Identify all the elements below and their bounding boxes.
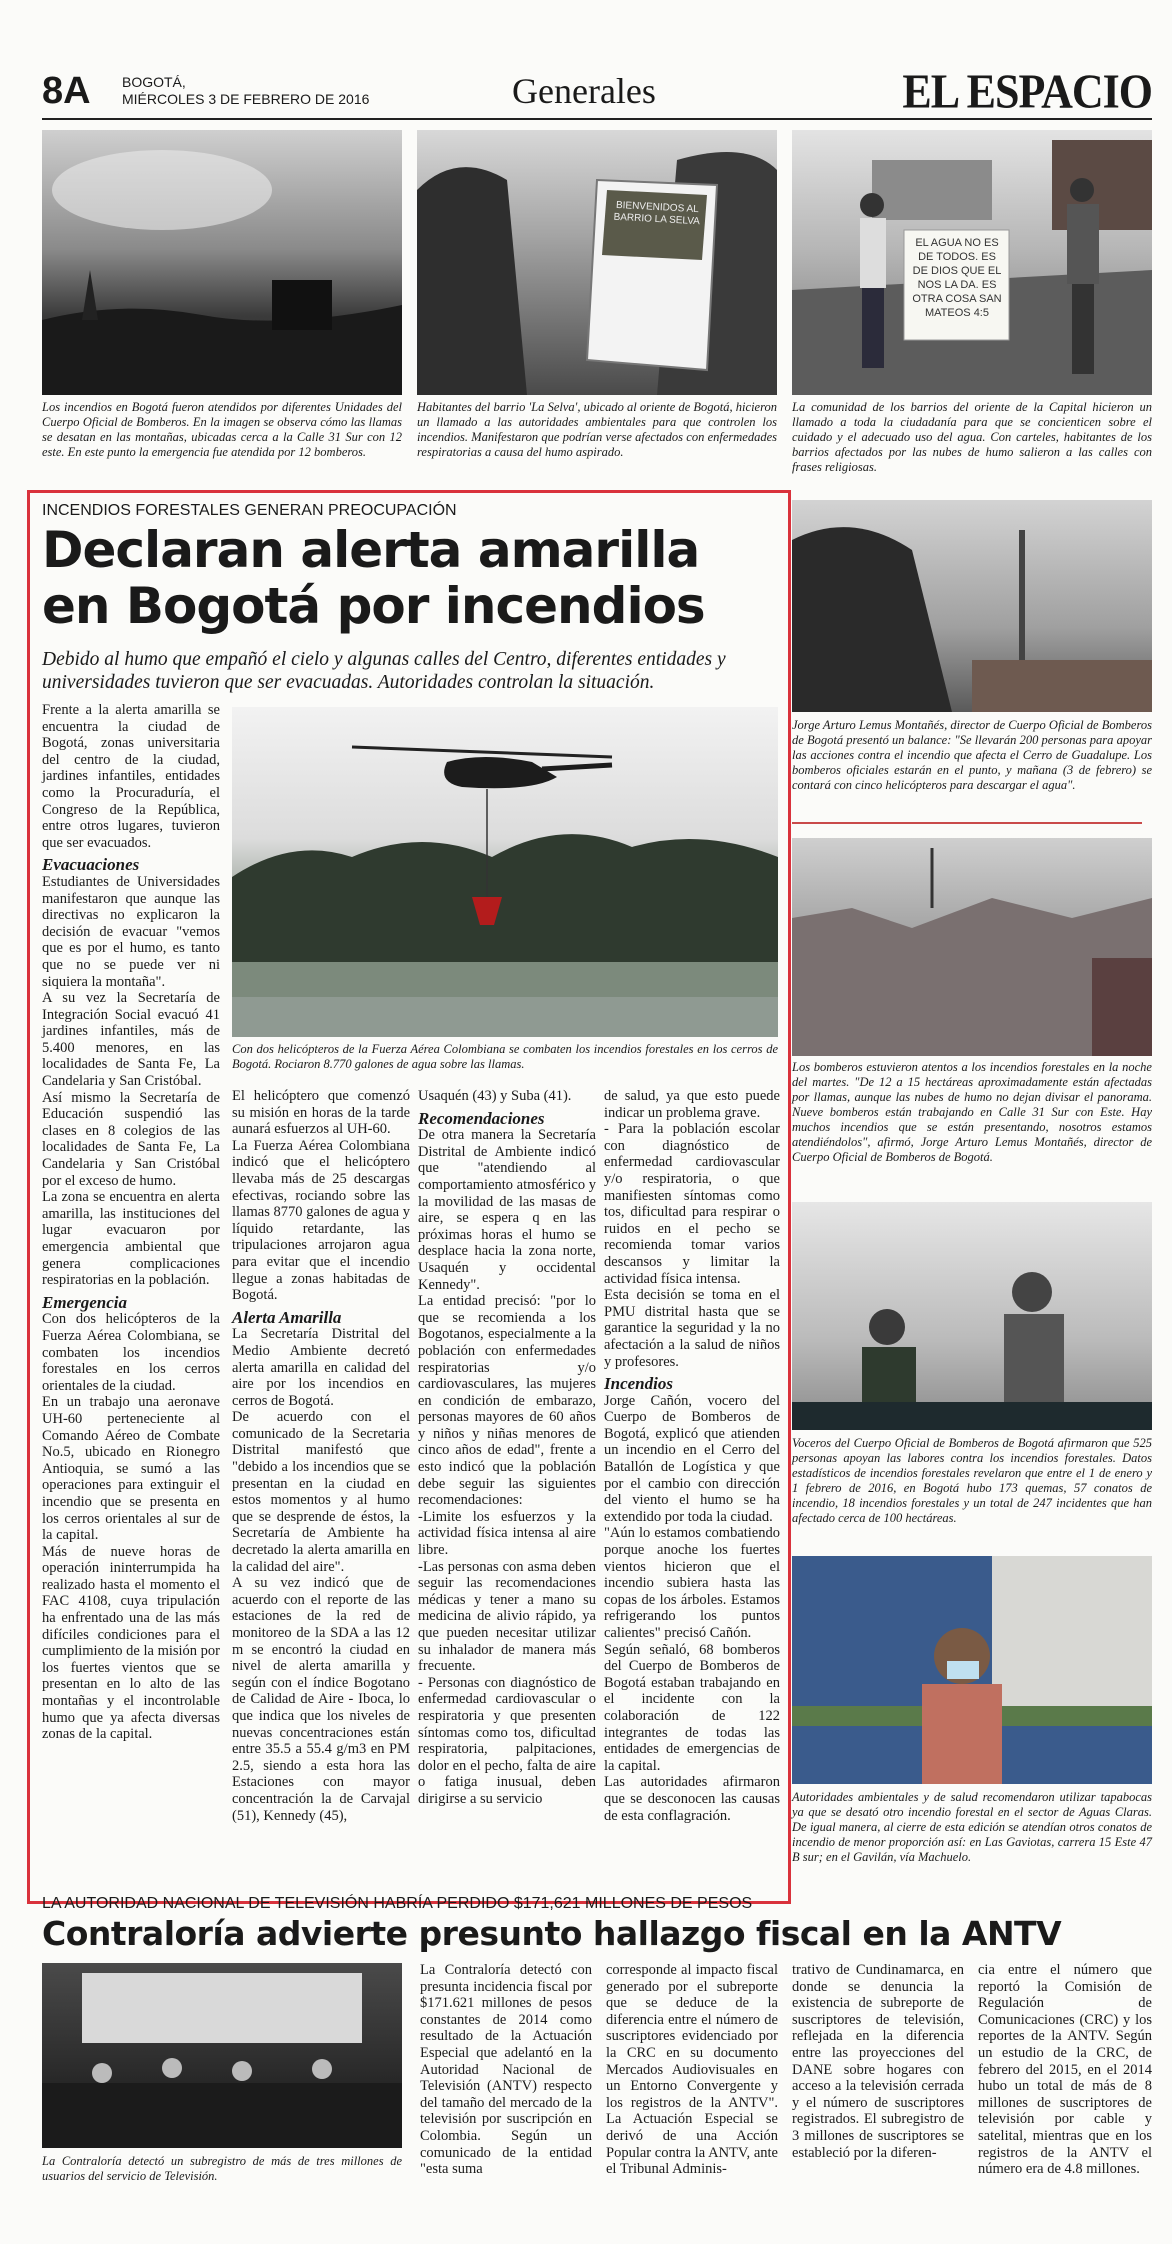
main-article-headline	[42, 522, 782, 634]
top-photo-2-caption: Habitantes del barrio 'La Selva', ubicado al oriente de Bogotá, hicieron un llamado a las autoridades ambientales para que controlen los incendios. Manifestaron que podrían verse afectados con enfermedades respiratorias a causa del humo aspirado.	[417, 400, 777, 459]
paragraph: Jorge Cañón, vocero del Cuerpo de Bomberos de Bogotá, explicó que atienden un incendio en el Cerro del Batallón de Logística y que por el cambio con dirección del viento el humo se ha extendido por toda la ciudad.	[604, 1392, 780, 1525]
dateline-city: BOGOTÁ,	[122, 74, 186, 90]
paragraph: Según señaló, 68 bomberos del Cuerpo de Bomberos de Bogotá estaban trabajando en el incidente con la colaboración de 122 integrantes de todas las entidades de emergencias de la capital.	[604, 1641, 780, 1774]
paragraph: El helicóptero que comenzó su misión en horas de la tarde aunará esfuerzos al UH-60.	[232, 1088, 410, 1138]
barrio-sign-text: BIENVENIDOS AL BARRIO LA SELVA	[613, 199, 701, 228]
paragraph: La Secretaría Distrital del Medio Ambiente decretó alerta amarilla en calidad del aire por los incendios en cerros de Bogotá.	[232, 1326, 410, 1409]
barrio-sign-illustration	[417, 130, 777, 395]
top-photo-1-caption: Los incendios en Bogotá fueron atendidos por diferentes Unidades del Cuerpo Oficial de Bomberos. En la imagen se observa cómo las llamas se desatan en las montañas, ubicadas cerca a la Calle 31 Sur con 12 este. En este punto la emergencia fue atendida por 12 bomberos.	[42, 400, 402, 459]
contraloria-photo	[42, 1963, 402, 2148]
girl-mask-illustration	[792, 1556, 1152, 1784]
masthead-logo: EL ESPACIO	[902, 64, 1152, 119]
main-article-column-2	[232, 1088, 410, 1824]
side-divider-1	[792, 822, 1142, 824]
helicopter-photo	[232, 707, 778, 1037]
side-photo-4-caption: Autoridades ambientales y de salud recomendaron utilizar tapabocas ya que se desató otro incendio forestal en el sector de Aguas Claras. De igual manera, al cierre de esta edición se atendían otros conatos de incendio de menor proporción así: en Las Gaviotas, carrera 15 Este 47 B sur; en el Gavilán, vía Machuelo.	[792, 1790, 1152, 1864]
subheading: Evacuaciones	[42, 855, 140, 875]
second-article-column-2: corresponde al impacto fiscal generado por el subreporte que se deduce de la diferencia entre el número de suscriptores evidenciado por la CRC en su documento Mercados Audiovisuales en un Entorno Convergente y los registros de la ANTV". La Actuación Especial se derivó de una Acción Popular contra la ANTV, ante el Tribunal Adminis-	[606, 1962, 778, 2178]
paragraph: De otra manera la Secretaría Distrital de Ambiente indicó que "atendiendo al comportamiento atmosférico y la movilidad de las masas de aire, se espera q en las próximas horas el humo se desplace hacia la zona norte, Usaquén y occidental Kennedy".	[418, 1127, 596, 1293]
dateline-date: MIÉRCOLES 3 DE FEBRERO DE 2016	[122, 91, 370, 107]
people-masks-illustration	[792, 1202, 1152, 1430]
paragraph: Esta decisión se toma en el PMU distrital hasta que se garantice la seguridad y la no afectación a la salud de niños y profesores.	[604, 1287, 780, 1370]
paragraph: La zona se encuentra en alerta amarilla, las instituciones del lugar evacuaron por emergencia ambiental que genera complicaciones respiratorias en la población.	[42, 1189, 220, 1289]
main-article-kicker: INCENDIOS FORESTALES GENERAN PREOCUPACIÓN	[42, 502, 457, 519]
fire-smoke-illustration	[42, 130, 402, 395]
paragraph: de salud, ya que esto puede indicar un problema grave.	[604, 1088, 780, 1121]
city-smoke-illustration	[792, 838, 1152, 1056]
second-article-column-1: La Contraloría detectó con presunta incidencia fiscal por $171.621 millones de pesos constantes de 2014 como resultado de la Actuación Especial que adelantó en la Autoridad Nacional de Televisión (ANTV) respecto del tamaño del mercado de la televisión por suscripción en Colombia. Según un comunicado de la entidad "esta suma	[420, 1962, 592, 2178]
paragraph: Más de nueve horas de operación ininterrumpida ha realizado hasta el momento el FAC 4108, cuya tripulación ha enfrentado una de las más difíciles condiciones para el cumplimiento de la misión por los fuertes vientos que se presentan en lo alto de las montañas y el incontrolable humo que ya afecta diversas zonas de la capital.	[42, 1543, 221, 1743]
paragraph: Con dos helicópteros de la Fuerza Aérea Colombiana, se combaten los incendios forestales en los cerros orientales de la ciudad.	[42, 1311, 220, 1394]
paragraph: Así mismo la Secretaría de Educación suspendió las clases en 8 colegios de las localidades de Santa Fe, La Candelaria y San Cristóbal por el exceso de humo.	[42, 1089, 220, 1189]
protest-sign-text: EL AGUA NO ES DE TODOS. ES DE DIOS QUE EL NOS LA DA. ES OTRA COSA SAN MATEOS 4:5	[912, 237, 1002, 319]
side-photo-4	[792, 1556, 1152, 1784]
paragraph: La entidad precisó: "por lo que se recomienda a los Bogotanos, especialmente a la población con enfermedades respiratorias y/o cardiovasculares, las mujeres en condición de embarazo, personas mayores de 60 años y niños y niñas menores de cinco años de edad", frente a esto indicó que la población debe seguir las siguientes recomendaciones:	[418, 1293, 596, 1509]
panel-stage-illustration	[42, 1963, 402, 2148]
paragraph: "Aún lo estamos combatiendo porque anoche los fuertes vientos hicieron que el incendio subiera hasta las copas de los árboles. Estamos refrigerando los puntos calientes" precisó Cañón.	[604, 1525, 780, 1641]
paragraph: En un trabajo una aeronave UH-60 perteneciente al Comando Aéreo de Combate No.5, ubicado en Rionegro Antioquia, se sumó a las operaciones para extinguir el incendio que se presenta en los cerros orientales al sur de la capital.	[42, 1394, 220, 1544]
second-article-column-4: cia entre el número que reportó la Comisión de Regulación de Comunicaciones (CRC) y los reportes de la ANTV. Según un estudio de la CRC, de febrero del 2015, en el 2014 hubo un total de más de 8 millones de suscriptores de televisión por cable y satelital, mientras que en los registros de la ANTV el número era de 4.8 millones.	[978, 1962, 1152, 2178]
dateline	[122, 74, 369, 108]
main-article-column-1	[42, 702, 220, 1743]
page-header	[42, 66, 1152, 120]
second-article-kicker: LA AUTORIDAD NACIONAL DE TELEVISIÓN HABRÍA PERDIDO $171,621 MILLONES DE PESOS	[42, 1895, 753, 1912]
contraloria-photo-caption: La Contraloría detectó un subregistro de más de tres millones de usuarios del servicio de Televisión.	[42, 2154, 402, 2183]
subheading: Incendios	[604, 1374, 673, 1394]
paragraph: Usaquén (43) y Suba (41).	[418, 1088, 572, 1104]
paragraph: Estudiantes de Universidades manifestaron que aunque las directivas no explicaron la decisión de evacuar "vemos que es por el humo, es tanto que no se puede ver ni siquiera la montaña".	[42, 873, 220, 990]
hillside-trees-illustration	[792, 500, 1152, 712]
paragraph: A su vez la Secretaría de Integración Social evacuó 41 jardines infantiles, más de 5.400 menores, en las localidades de Santa Fe, La Candelaria y San Cristóbal.	[42, 990, 220, 1090]
top-photo-2	[417, 130, 777, 395]
top-photo-3	[792, 130, 1152, 395]
side-photo-1-caption: Jorge Arturo Lemus Montañés, director de Cuerpo Oficial de Bomberos de Bogotá presentó un balance: "Se llevarán 200 personas para apoyar las acciones contra el incendio que afecta el Cerro de Guadalupe. Los bomberos oficiales estarán en el punto, y mañana (3 de febrero) se contará con cinco helicópteros para descargar el agua".	[792, 718, 1152, 792]
side-photo-3	[792, 1202, 1152, 1430]
paragraph: -Limite los esfuerzos y la actividad física intensa al aire libre.	[418, 1508, 596, 1559]
paragraph: - Para la población escolar con diagnóstico de enfermedad cardiovascular y/o respiratoria, o que manifiesten síntomas como tos, dificultad para respirar o ruidos en el pecho se recomienda tomar varios descansos y limitar la actividad física intensa.	[604, 1121, 780, 1287]
side-photo-3-caption: Voceros del Cuerpo Oficial de Bomberos de Bogotá afirmaron que 525 personas apoyan las labores contra los incendios forestales. Datos estadísticos de incendios forestales revelaron que entre el 1 de enero y 1 febrero de 2016, en Bogotá hubo 173 quemas, 57 conatos de incendio, 18 incendios forestales y un total de 247 incidentes que han afectado cerca de 100 hectáreas.	[792, 1436, 1152, 1525]
section-title: Generales	[512, 71, 656, 111]
top-photo-1	[42, 130, 402, 395]
paragraph: -Las personas con asma deben seguir las recomendaciones médicas y tener a mano su medicina de alivio rápido, ya que pueden necesitar utilizar su inhalador de manera más frecuente.	[418, 1558, 596, 1675]
paragraph: A su vez indicó que de acuerdo con el reporte de las estaciones de la red de monitoreo de la SDA a las 12 m se encontró la ciudad en nivel de alerta amarilla y según con el índice Bogotano de Calidad de Aire - Iboca, lo que indica que los niveles de nuevas concentraciones están entre 35.5 a 55.4 g/m3 en PM 2.5, siendo a esta hora las Estaciones con mayor concentración la de Carvajal (51), Kennedy (45),	[232, 1575, 410, 1824]
main-article-column-3	[418, 1088, 596, 1808]
side-photo-1	[792, 500, 1152, 712]
page-number: 8A	[42, 70, 91, 112]
paragraph: Las autoridades afirmaron que se desconocen las causas de esta conflagración.	[604, 1774, 780, 1824]
subheading: Emergencia	[42, 1292, 127, 1312]
headline-line-2: en Bogotá por incendios	[42, 577, 705, 635]
helicopter-photo-caption: Con dos helicópteros de la Fuerza Aérea Colombiana se combaten los incendios forestales en los cerros de Bogotá. Rociaron 8.770 galones de agua sobre las llamas.	[232, 1042, 778, 1071]
headline-line-1: Declaran alerta amarilla	[42, 521, 700, 579]
main-article-deck: Debido al humo que empañó el cielo y algunas calles del Centro, diferentes entidades y universidades tuvieron que ser evacuadas. Autoridades controlan la situación.	[42, 649, 726, 693]
second-article-headline: Contraloría advierte presunto hallazgo fiscal en la ANTV	[42, 1914, 1062, 1953]
second-article-column-3: trativo de Cundinamarca, en donde se denuncia la existencia de subreporte de suscriptores de televisión, reflejada en la diferencia entre las proyecciones del DANE sobre hogares con acceso a la televisión cerrada y el número de suscriptores registrados. El subregistro de 3 millones de suscriptores se estableció por la diferen-	[792, 1962, 964, 2161]
helicopter-illustration	[232, 707, 778, 1037]
side-photo-2	[792, 838, 1152, 1056]
subheading: Recomendaciones	[418, 1108, 545, 1128]
side-photo-2-caption: Los bomberos estuvieron atentos a los incendios forestales en la noche del martes. "De 12 a 15 hectáreas aproximadamente están afectadas por llamas, aunque las nubes de humo no dejan divisar el panorama. Nueve bomberos están trabajando en Calle 31 Sur con Este. Hay muchos incendios que se están presentando, nosotros estamos atendiéndolos", afirmó, Jorge Arturo Lemus Montañés, director de Cuerpo Oficial de Bomberos de Bogotá.	[792, 1060, 1152, 1164]
paragraph: La Fuerza Aérea Colombiana indicó que el helicóptero llevaba más de 25 descargas efectivas, rociando sobre las llamas 8770 galones de agua y líquido retardante, las tripulaciones arrojaron agua para evitar que el incendio llegue a zonas habitadas de Bogotá.	[232, 1137, 410, 1304]
paragraph: De acuerdo con el comunicado de la Secretaria Distrital manifestó que "debido a los incendios que se presentan en la ciudad en estos momentos y al humo que se desprende de éstos, la Secretaría de Ambiente ha decretado la alerta amarilla en la calidad del aire".	[232, 1409, 410, 1575]
paragraph: - Personas con diagnóstico de enfermedad cardiovascular o respiratoria y que presenten síntomas como tos, dificultad respiratoria, palpitaciones, dolor en el pecho, falta de aire o fatiga inusual, deben dirigirse a su servicio	[418, 1674, 596, 1807]
main-article-column-4	[604, 1088, 780, 1824]
paragraph: Frente a la alerta amarilla se encuentra la ciudad de Bogotá, zonas universitaria del centro de la ciudad, jardines infantiles, entidades como la Procuraduría, el Congreso de la República, entre otros lugares, tuvieron que ser evacuados.	[42, 702, 220, 851]
top-photo-3-caption: La comunidad de los barrios del oriente de la Capital hicieron un llamado a toda la ciudadanía para que se concienticen sobre el cuidado y el adecuado uso del agua. Con carteles, habitantes de los barrios afectados por las nubes de humo salieron a las calles con frases religiosas.	[792, 400, 1152, 474]
subheading: Alerta Amarilla	[232, 1307, 342, 1327]
